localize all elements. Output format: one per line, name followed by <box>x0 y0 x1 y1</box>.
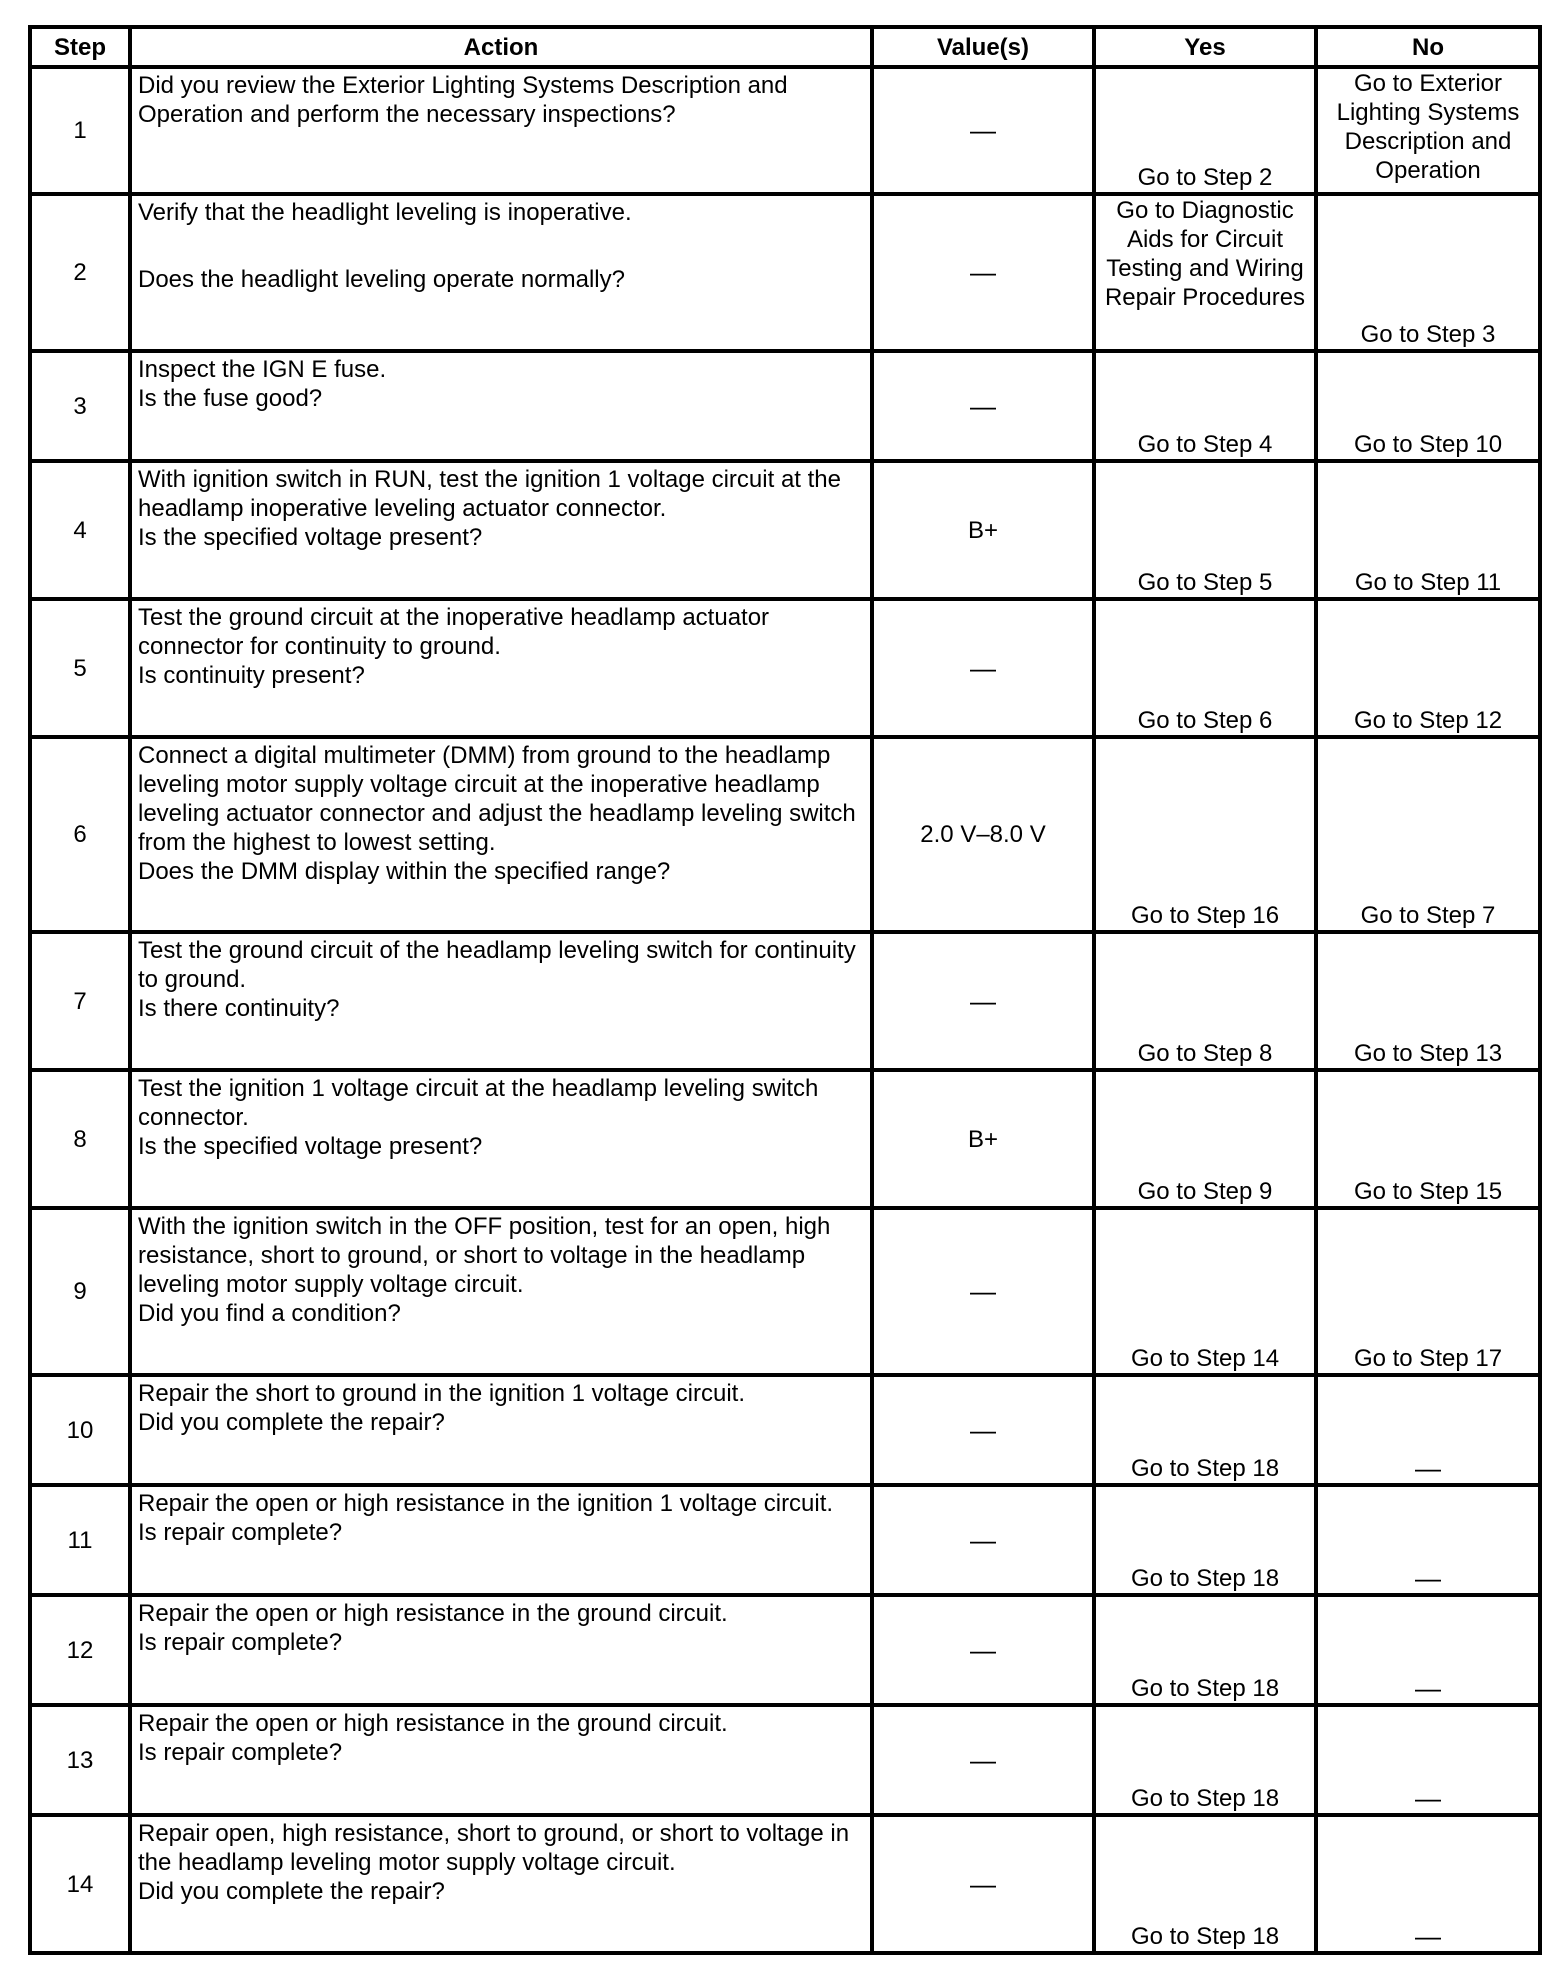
table-row <box>30 67 1540 194</box>
yes-cell: Go to Step 18 <box>1094 1375 1316 1485</box>
step-number: 7 <box>30 932 130 1070</box>
question-text: Is the fuse good? <box>138 385 323 412</box>
no-cell: Go to Exterior Lighting Systems Description and Operation <box>1316 67 1540 194</box>
value-cell: — <box>872 1595 1094 1705</box>
header-values: Value(s) <box>872 27 1094 67</box>
action-text: Repair the open or high resistance in the ground circuit. <box>138 1600 728 1627</box>
step-number: 4 <box>30 461 130 599</box>
action-text: Test the ground circuit at the inoperative headlamp actuator connector for continuity to ground. <box>138 604 770 660</box>
action-text: Connect a digital multimeter (DMM) from ground to the headlamp leveling motor supply voltage circuit at the inoperative headlamp leveling actuator connector and adjust the headlamp leveling switch from the highest to lowest setting. <box>138 742 856 856</box>
question-text: Does the headlight leveling operate normally? <box>138 266 625 293</box>
value-cell: — <box>872 599 1094 737</box>
action-cell <box>130 932 872 1070</box>
action-cell <box>130 599 872 737</box>
table-row <box>30 932 1540 1070</box>
action-text: With the ignition switch in the OFF position, test for an open, high resistance, short to ground, or short to voltage in the headlamp leveling motor supply voltage circuit. <box>138 1213 831 1298</box>
table-row <box>30 1815 1540 1953</box>
action-text: With ignition switch in RUN, test the ignition 1 voltage circuit at the headlamp inoperative leveling actuator connector. <box>138 466 841 522</box>
action-cell <box>130 351 872 461</box>
table-row <box>30 1375 1540 1485</box>
no-cell: — <box>1316 1815 1540 1953</box>
table-row <box>30 1705 1540 1815</box>
yes-cell: Go to Step 18 <box>1094 1815 1316 1953</box>
no-cell: Go to Step 15 <box>1316 1070 1540 1208</box>
action-cell <box>130 1375 872 1485</box>
step-number: 11 <box>30 1485 130 1595</box>
table-row <box>30 1595 1540 1705</box>
yes-cell: Go to Step 18 <box>1094 1705 1316 1815</box>
step-number: 13 <box>30 1705 130 1815</box>
no-cell: — <box>1316 1705 1540 1815</box>
table-row <box>30 1208 1540 1375</box>
yes-cell: Go to Step 4 <box>1094 351 1316 461</box>
yes-cell: Go to Step 18 <box>1094 1595 1316 1705</box>
action-cell <box>130 1595 872 1705</box>
yes-cell: Go to Step 16 <box>1094 737 1316 932</box>
question-text: Does the DMM display within the specified range? <box>138 858 671 885</box>
no-cell: — <box>1316 1485 1540 1595</box>
question-text: Is the specified voltage present? <box>138 1133 483 1160</box>
step-number: 5 <box>30 599 130 737</box>
question-text: Did you find a condition? <box>138 1300 401 1327</box>
yes-cell: Go to Diagnostic Aids for Circuit Testing and Wiring Repair Procedures <box>1094 194 1316 351</box>
step-number: 6 <box>30 737 130 932</box>
yes-cell: Go to Step 9 <box>1094 1070 1316 1208</box>
question-text: Is continuity present? <box>138 662 365 689</box>
header-row <box>30 27 1540 67</box>
no-cell: Go to Step 3 <box>1316 194 1540 351</box>
action-text: Repair open, high resistance, short to ground, or short to voltage in the headlamp leveling motor supply voltage circuit. <box>138 1820 850 1876</box>
table-row <box>30 1485 1540 1595</box>
action-text: Verify that the headlight leveling is inoperative. <box>138 199 632 226</box>
step-number: 1 <box>30 67 130 194</box>
action-cell <box>130 1070 872 1208</box>
action-cell <box>130 194 872 351</box>
question-text: Is repair complete? <box>138 1629 343 1656</box>
value-cell: B+ <box>872 461 1094 599</box>
step-number: 12 <box>30 1595 130 1705</box>
step-number: 8 <box>30 1070 130 1208</box>
table-row <box>30 351 1540 461</box>
header-yes: Yes <box>1094 27 1316 67</box>
header-action: Action <box>130 27 872 67</box>
question-text: Is repair complete? <box>138 1519 343 1546</box>
yes-cell: Go to Step 8 <box>1094 932 1316 1070</box>
action-text: Test the ground circuit of the headlamp leveling switch for continuity to ground. <box>138 937 856 993</box>
yes-cell: Go to Step 6 <box>1094 599 1316 737</box>
yes-cell: Go to Step 2 <box>1094 67 1316 194</box>
value-cell: — <box>872 1208 1094 1375</box>
question-text: Is the specified voltage present? <box>138 524 483 551</box>
step-number: 10 <box>30 1375 130 1485</box>
value-cell: — <box>872 1815 1094 1953</box>
diagnostic-table <box>28 25 1542 1955</box>
value-cell: — <box>872 932 1094 1070</box>
no-cell: Go to Step 13 <box>1316 932 1540 1070</box>
yes-cell: Go to Step 14 <box>1094 1208 1316 1375</box>
action-cell <box>130 1485 872 1595</box>
action-cell <box>130 737 872 932</box>
action-text: Inspect the IGN E fuse. <box>138 356 387 383</box>
action-cell <box>130 1705 872 1815</box>
header-step: Step <box>30 27 130 67</box>
action-text: Repair the open or high resistance in the ground circuit. <box>138 1710 728 1737</box>
step-number: 2 <box>30 194 130 351</box>
table-row <box>30 194 1540 351</box>
table-row <box>30 737 1540 932</box>
question-text: Is repair complete? <box>138 1739 343 1766</box>
value-cell: — <box>872 351 1094 461</box>
action-text: Repair the open or high resistance in the ignition 1 voltage circuit. <box>138 1490 834 1517</box>
table-row <box>30 1070 1540 1208</box>
question-text: Is there continuity? <box>138 995 340 1022</box>
action-text: Did you review the Exterior Lighting Systems Description and Operation and perform the necessary inspections? <box>138 72 788 128</box>
step-number: 3 <box>30 351 130 461</box>
no-cell: Go to Step 17 <box>1316 1208 1540 1375</box>
no-cell: Go to Step 10 <box>1316 351 1540 461</box>
yes-cell: Go to Step 18 <box>1094 1485 1316 1595</box>
diagnostic-table-container <box>28 25 1538 1955</box>
value-cell: — <box>872 1375 1094 1485</box>
action-cell <box>130 67 872 194</box>
yes-cell: Go to Step 5 <box>1094 461 1316 599</box>
action-cell <box>130 461 872 599</box>
no-cell: Go to Step 12 <box>1316 599 1540 737</box>
action-text: Repair the short to ground in the ignition 1 voltage circuit. <box>138 1380 746 1407</box>
action-cell <box>130 1208 872 1375</box>
step-number: 14 <box>30 1815 130 1953</box>
no-cell: Go to Step 11 <box>1316 461 1540 599</box>
question-text: Did you complete the repair? <box>138 1878 445 1905</box>
value-cell: 2.0 V–8.0 V <box>872 737 1094 932</box>
no-cell: — <box>1316 1375 1540 1485</box>
value-cell: B+ <box>872 1070 1094 1208</box>
step-number: 9 <box>30 1208 130 1375</box>
no-cell: — <box>1316 1595 1540 1705</box>
header-no: No <box>1316 27 1540 67</box>
question-text: Did you complete the repair? <box>138 1409 445 1436</box>
value-cell: — <box>872 67 1094 194</box>
table-row <box>30 461 1540 599</box>
value-cell: — <box>872 1485 1094 1595</box>
action-cell <box>130 1815 872 1953</box>
table-row <box>30 599 1540 737</box>
value-cell: — <box>872 1705 1094 1815</box>
no-cell: Go to Step 7 <box>1316 737 1540 932</box>
value-cell: — <box>872 194 1094 351</box>
action-text: Test the ignition 1 voltage circuit at the headlamp leveling switch connector. <box>138 1075 819 1131</box>
